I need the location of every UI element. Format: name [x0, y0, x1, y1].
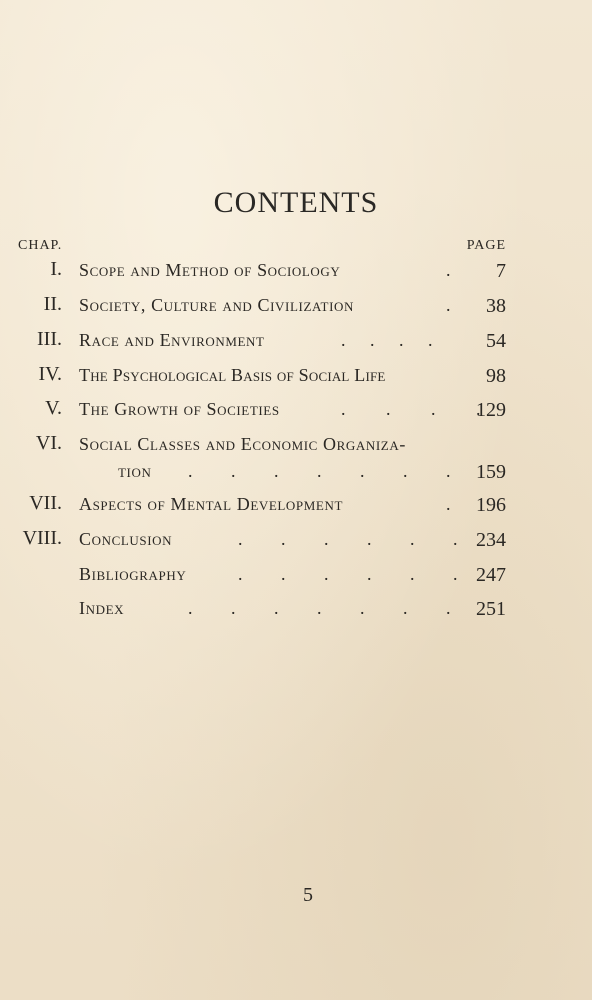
- leader-dots: .: [446, 295, 451, 315]
- chapter-number: VI.: [35, 432, 62, 454]
- chapter-number: II.: [43, 293, 62, 315]
- toc-entry: [0, 527, 592, 557]
- toc-entry: [0, 492, 592, 522]
- toc-entry: [0, 258, 592, 288]
- page-number: 7: [496, 260, 506, 282]
- toc-entry: [0, 596, 592, 626]
- page-number: 129: [476, 399, 506, 421]
- page-number: 54: [486, 330, 506, 352]
- chapter-title: The Psychological Basis of Social Life: [79, 365, 386, 385]
- leader-dots: . . . .: [341, 330, 433, 350]
- leader-dots: .: [446, 494, 451, 514]
- toc-entry: [0, 293, 592, 323]
- chapter-number: VII.: [29, 492, 62, 514]
- leader-dots: . . . .: [341, 399, 481, 419]
- leader-dots: . . . . . .: [238, 529, 458, 549]
- folio-page-number: 5: [303, 884, 313, 906]
- page-number: 159: [476, 461, 506, 483]
- chapter-number: VIII.: [22, 527, 62, 549]
- chapter-title: Aspects of Mental Development: [79, 494, 343, 514]
- chapter-number: IV.: [38, 363, 62, 385]
- page-number: 196: [476, 494, 506, 516]
- chapter-number: I.: [50, 258, 62, 280]
- page-column-header: PAGE: [466, 238, 506, 253]
- toc-entry: [0, 397, 592, 427]
- page-number: 234: [476, 529, 506, 551]
- leader-dots: .: [446, 260, 451, 280]
- chapter-column-header: CHAP.: [18, 238, 63, 253]
- toc-entry-continuation: [0, 459, 592, 489]
- chapter-title-continuation: tion: [118, 461, 152, 481]
- chapter-title: Society, Culture and Civilization: [79, 295, 354, 315]
- chapter-title: Index: [79, 598, 125, 618]
- page-number: 98: [486, 365, 506, 387]
- chapter-title: Bibliography: [79, 564, 187, 584]
- chapter-number: III.: [37, 328, 62, 350]
- toc-entry: [0, 432, 592, 462]
- toc-entry: [0, 363, 592, 393]
- toc-entry: [0, 328, 592, 358]
- chapter-title: The Growth of Societies: [79, 399, 280, 419]
- page-number: 38: [486, 295, 506, 317]
- chapter-title: Race and Environment: [79, 330, 265, 350]
- leader-dots: . . . . . . .: [188, 461, 451, 481]
- page-title: CONTENTS: [213, 186, 379, 219]
- chapter-title: Scope and Method of Sociology: [79, 260, 341, 280]
- chapter-number: V.: [45, 397, 62, 419]
- leader-dots: . . . . . . .: [188, 598, 451, 618]
- chapter-title: Conclusion: [79, 529, 173, 549]
- page-number: 247: [476, 564, 506, 586]
- leader-dots: . . . . . .: [238, 564, 458, 584]
- page-number: 251: [476, 598, 506, 620]
- toc-entry: [0, 562, 592, 592]
- chapter-title: Social Classes and Economic Organiza-: [79, 434, 406, 454]
